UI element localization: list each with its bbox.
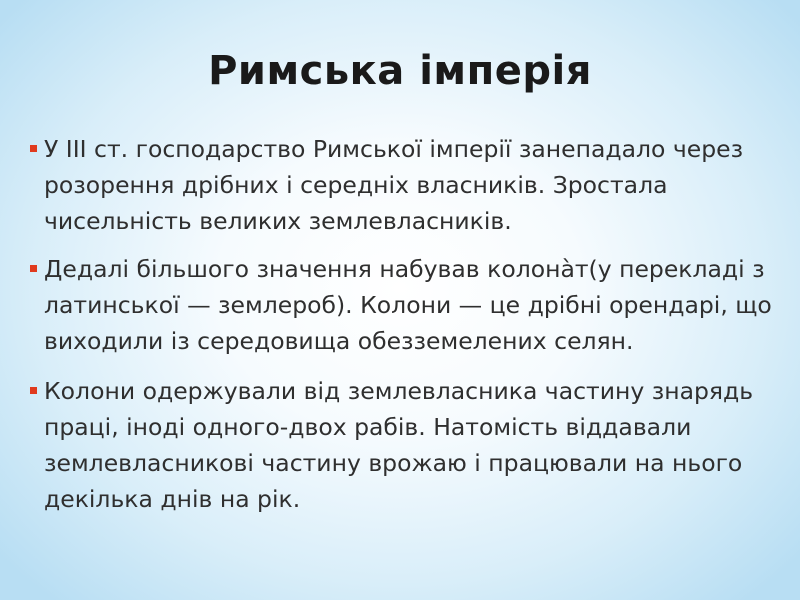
bullet-list	[30, 131, 790, 529]
bullet-item-3	[30, 373, 790, 517]
bullet-item-2	[30, 251, 790, 359]
bullet-text: Колони одержували від землевласника частину знарядь праці, іноді одного-двох рабів. Натомість віддавали землевласникові частину врожаю і працювали на нього декілька днів на рік.	[44, 377, 754, 513]
bullet-item-1	[30, 131, 790, 239]
bullet-text: У ІІІ ст. господарство Римської імперії занепадало через розорення дрібних і середніх власників. Зростала чисельність великих землевласників.	[44, 135, 744, 235]
square-bullet-icon	[30, 265, 37, 272]
bullet-text: Дедалі більшого значення набував колона̀т(у перекладі з латинської — землероб). Колони — це дрібні орендарі, що виходили із середовища обезземелених селян.	[44, 255, 772, 355]
square-bullet-icon	[30, 387, 37, 394]
slide-title: Римська імперія	[208, 47, 592, 94]
square-bullet-icon	[30, 145, 37, 152]
